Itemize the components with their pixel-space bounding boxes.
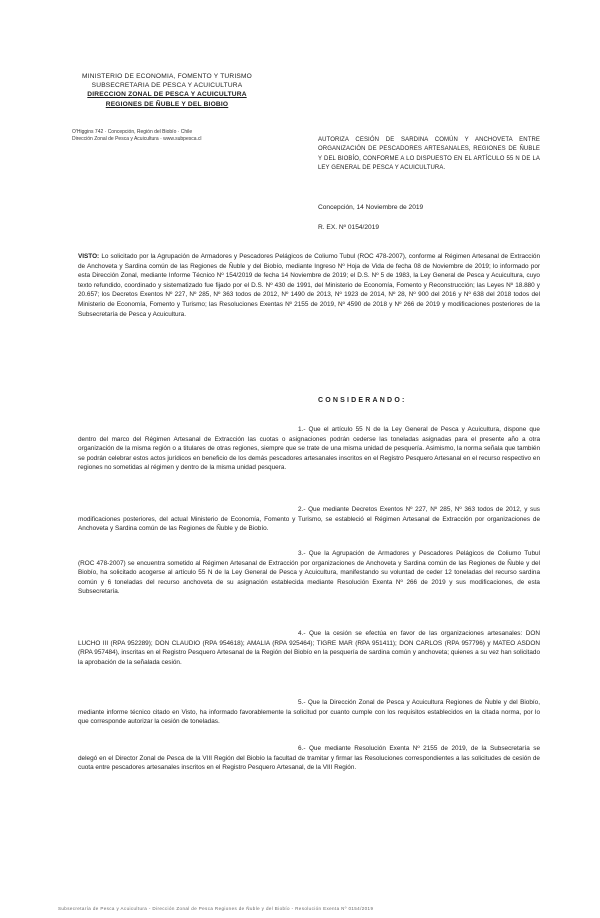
ministry-name: MINISTERIO DE ECONOMIA, FOMENTO Y TURISMO (81, 73, 252, 80)
letterhead (52, 72, 282, 109)
considerando-item-4: 4.- Que la cesión se efectúa en favor de las organizaciones artesanales: DON LUCHO III (RPA 952289); DON CLAUDIO (RPA 954618); AMALIA (RPA 925464); TIGRE MAR (RPA 951411); DON CARLOS (RPA 957796) y MATEO ASDON (RPA 957484), inscritas en el Registro Pesquero Artesanal de la Región del Biobío en la pesquería de sardina común y anchoveta; quienes a su vez han solicitado la aprobación de la señalada cesión. (78, 630, 540, 666)
visto-label: VISTO: (78, 253, 100, 260)
considerando-item-3: 3.- Que la Agrupación de Armadores y Pescadores Pelágicos de Coliumo Tubul (ROC 478-2007) se encuentra sometido al Régimen Artesanal de Extracción por organizaciones de Anchoveta y Sardina común de las Regiones de Ñuble y del Biobío, ha solicitado acogerse al artículo 55 N de la Ley General de Pesca y Acuicultura, manifestando su voluntad de ceder 12 toneladas del recurso sardina común y 6 toneladas del recurso anchoveta de su asignación establecida mediante Resolución Exenta Nº 266 de 2019 y sus modificaciones, de esta Subsecretaría. (78, 550, 540, 596)
address-block (72, 129, 302, 143)
considerando-title: CONSIDERANDO: (318, 397, 407, 404)
visto-text: Lo solicitado por la Agrupación de Armadores y Pescadores Pelágicos de Coliumo Tubul (ROC 478-2007), conforme al Régimen Artesanal de Extracción de Anchoveta y Sardina común de las Regiones de Ñuble y del Biobío, mediante Ingreso Nº Hoja de Vida de fecha 08 de Noviembre de 2019; lo informado por esta Dirección Zonal, mediante Informe Técnico Nº 154/2019 de fecha 14 Noviembre de 2019; el D.S. Nº 5 de 1983, la Ley General de Pesca y Acuicultura, cuyo texto refundido, coordinado y sistematizado fue fijado por el D.S. Nº 430 de 1991, del Ministerio de Economía, Fomento y Reconstrucción; las Leyes Nº 18.880 y 20.657; los Decretos Exentos Nº 227, Nº 285, Nº 363 todos de 2012, Nº 1490 de 2013, Nº 1923 de 2014, Nº 28, Nº 900 del 2016 y Nº 638 del 2018 todos del Ministerio de Economía, Fomento y Turismo; las Resoluciones Exentas Nº 2155 de 2019, Nº 4590 de 2018 y Nº 266 de 2019 y modificaciones posteriores de la Subsecretaría de Pesca y Acuicultura. (78, 253, 541, 318)
address-line-2: Dirección Zonal de Pesca y Acuicultura · www.subpesca.cl (72, 136, 202, 142)
address-line-1: O'Higgins 742 · Concepción, Región del Biobío · Chile (72, 129, 193, 135)
considerando-item-2: 2.- Que mediante Decretos Exentos Nº 227, Nº 285, Nº 363 todos de 2012, y sus modificaciones posteriores, del actual Ministerio de Economía, Fomento y Turismo, se estableció el Régimen Artesanal de Extracción por organizaciones de Anchoveta y Sardina común de las Regiones de Ñuble y de Biobío. (78, 506, 540, 533)
resolution-subject: AUTORIZA CESIÓN DE SARDINA COMÚN Y ANCHOVETA ENTRE ORGANIZACIÓN DE PESCADORES ARTESANALES, REGIONES DE ÑUBLE Y DEL BIOBÍO, CONFORME A LO DISPUESTO EN EL ARTÍCULO 55 N DE LA LEY GENERAL DE PESCA Y ACUICULTURA. (318, 137, 540, 171)
regions-name: REGIONES DE ÑUBLE Y DEL BIOBIO (105, 100, 229, 108)
visto-paragraph (78, 252, 540, 319)
place-date: Concepción, 14 Noviembre de 2019 (318, 204, 424, 211)
page-footer: Subsecretaría de Pesca y Acuicultura - Dirección Zonal de Pesca Regiones de Ñuble y del Biobío - Resolución Exenta Nº 0154/2019 (58, 906, 374, 911)
considerando-item-6: 6.- Que mediante Resolución Exenta Nº 2155 de 2019, de la Subsecretaría se delegó en el Director Zonal de Pesca de la VIII Región del Biobío la facultad de tramitar y firmar las Resoluciones correspondientes a las solicitudes de cesión de cuota entre pescadores artesanales inscritos en el Registro Pesquero Artesanal, de la VIII Región. (78, 745, 540, 772)
considerando-item-5: 5.- Que la Dirección Zonal de Pesca y Acuicultura Regiones de Ñuble y del Biobío, mediante informe técnico citado en Visto, ha informado favorablemente la solicitud por cuanto cumple con los requisitos establecidos en la citada norma, por lo que corresponde autorizar la cesión de toneladas. (78, 699, 540, 726)
directorate-name: DIRECCION ZONAL DE PESCA Y ACUICULTURA (87, 91, 247, 99)
resolution-number: R. EX. Nº 0154/2019 (318, 224, 380, 231)
undersecretariat-name: SUBSECRETARIA DE PESCA Y ACUICULTURA (91, 82, 243, 90)
considerando-item-1: 1.- Que el artículo 55 N de la Ley General de Pesca y Acuicultura, dispone que dentro del marco del Régimen Artesanal de Extracción las cuotas o asignaciones podrán cederse las toneladas asignadas para el presente año a otra organización de la misma región o a titulares de otras regiones, siempre que se trate de una misma unidad de pesquería. Asimismo, la norma señala que también se podrán celebrar estos actos jurídicos en beneficio de los demás pescadores artesanales inscritos en el Registro Pesquero Artesanal en el recurso respectivo en regiones no sometidas al régimen y dentro de la misma unidad pesquera. (78, 426, 540, 472)
